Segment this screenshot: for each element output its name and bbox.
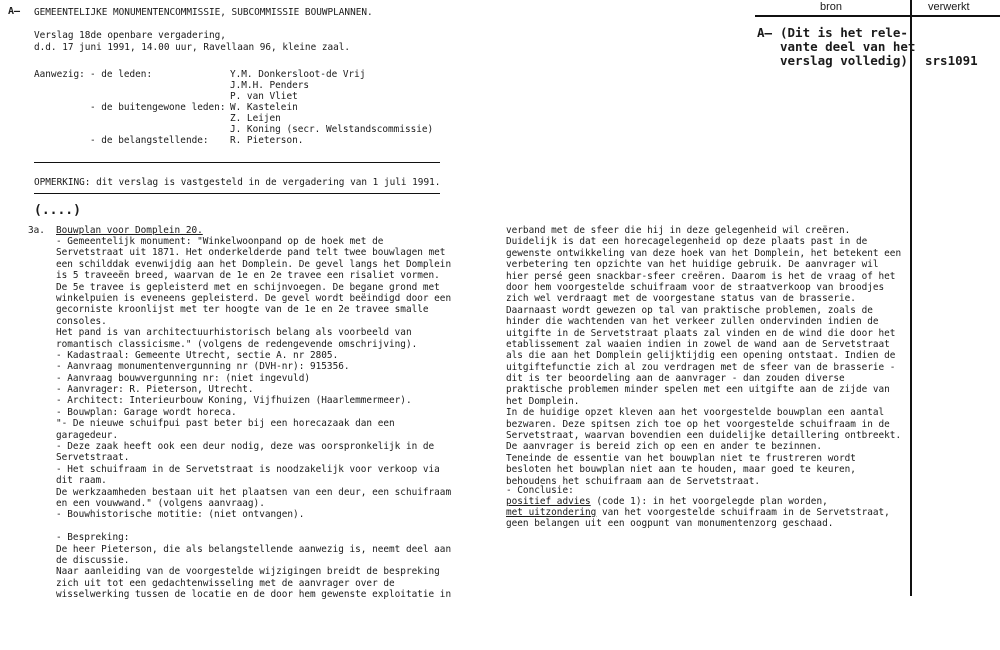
- body-line: De 5e travee is gepleisterd met en schijnvoegen. De begane grond met: [56, 281, 440, 293]
- sidebar-header-processed: verwerkt: [928, 1, 970, 13]
- body-line: - Bouwhistorische motitie: (niet ontvangen).: [56, 509, 305, 521]
- sidebar-marker: A–: [757, 25, 773, 40]
- sidebar-note-line: verslag volledig): [780, 53, 908, 68]
- item-title: Bouwplan voor Domplein 20.: [56, 225, 203, 236]
- divider-bottom: [34, 193, 440, 194]
- body-line: door hem voorgestelde schuifraam voor de straatverkoop van broodjes: [506, 281, 885, 293]
- exception-line: [506, 507, 890, 518]
- body-line: De heer Pieterson, die als belangstellende aanwezig is, neemt deel aan: [56, 543, 452, 555]
- body-line: gewenste ontwikkeling van deze hoek van het Domplein, het betekent een: [506, 247, 902, 259]
- attendance-name: Y.M. Donkersloot-de Vrij: [230, 69, 366, 80]
- body-line: en een vouwwand." (volgens aanvraag).: [56, 497, 265, 509]
- body-line: praktische problemen minder spelen met een uitgifte aan de zijde van: [506, 384, 890, 396]
- marker-a: A–: [8, 6, 21, 17]
- body-line: romantisch classicisme." (volgens de redengevende omschrijving).: [56, 338, 418, 350]
- meeting-line-1: Verslag 18de openbare vergadering,: [34, 30, 226, 41]
- body-line: "- De nieuwe schuifpui past beter bij een horecazaak dan een: [56, 418, 395, 430]
- attendance-name: J.M.H. Penders: [230, 80, 310, 91]
- exception-label: met uitzondering: [506, 507, 597, 518]
- body-line: De werkzaamheden bestaan uit het plaatsen van een deur, een schuifraam: [56, 486, 452, 498]
- attendance-name: J. Koning (secr. Welstandscommissie): [230, 124, 434, 135]
- attendance-name: R. Pieterson.: [230, 135, 304, 146]
- body-line: de discussie.: [56, 554, 130, 566]
- sidebar-note-line: (Dit is het rele-: [780, 25, 908, 40]
- body-line: - Aanvraag bouwvergunning nr: (niet ingevuld): [56, 372, 310, 384]
- body-line: bezwaren. Deze spitsen zich toe op het voorgestelde schuifraam in de: [506, 418, 890, 430]
- body-line: - Bespreking:: [56, 532, 130, 544]
- attendance-label: Aanwezig:: [34, 69, 85, 80]
- body-line: behoudens het schuifraam aan de Servetstraat.: [506, 475, 760, 487]
- body-line: gecorniste kroonlijst met ter hoogte van de 1e en 2e travee smalle: [56, 304, 429, 316]
- item-number: 3a.: [28, 225, 45, 236]
- divider-top: [34, 162, 440, 163]
- body-line: garagedeur.: [56, 429, 119, 441]
- attendance-role-interested: - de belangstellende:: [90, 135, 209, 146]
- body-line: In de huidige opzet kleven aan het voorgestelde bouwplan een aantal: [506, 407, 885, 419]
- remark-line: OPMERKING: dit verslag is vastgesteld in de vergadering van 1 juli 1991.: [34, 177, 441, 188]
- body-line: zich wel verdraagt met de voorgestane status van de brasserie.: [506, 293, 856, 305]
- body-line: Duidelijk is dat een horecagelegenheid op deze plaats past in de: [506, 236, 868, 248]
- body-line: Naar aanleiding van de voorgestelde wijzigingen breidt de bespreking: [56, 566, 440, 578]
- body-line: Teneinde de essentie van het bouwplan niet te frustreren wordt: [506, 452, 856, 464]
- body-line: dit raam.: [56, 475, 107, 487]
- body-line: is 5 traveeën breed, waarvan de 1e en 2e travee een risaliet vormen.: [56, 270, 440, 282]
- body-line: het Domplein.: [506, 395, 580, 407]
- body-line: - Bouwplan: Garage wordt horeca.: [56, 406, 237, 418]
- attendance-role-extraordinary: - de buitengewone leden:: [90, 102, 226, 113]
- body-line: etablissement zal waaien indien in zowel de wand aan de Servetstraat: [506, 338, 890, 350]
- body-line: - Architect: Interieurbouw Koning, Vijfhuizen (Haarlemmermeer).: [56, 395, 412, 407]
- advice-line: [506, 496, 828, 507]
- body-line: uitgiftefunctie zich al zou verdragen met de sfeer van de brasserie -: [506, 361, 896, 373]
- body-line: een schilddak evenwijdig aan het Domplein. De gevel langs het Domplein: [56, 258, 452, 270]
- body-line: Servetstraat uit 1871. Het onderkelderde pand telt twee bouwlagen met: [56, 247, 446, 259]
- item-body-right: [506, 225, 901, 487]
- attendance-name: P. van Vliet: [230, 91, 298, 102]
- ellipsis: (....): [34, 203, 81, 218]
- body-line: Het pand is van architectuurhistorisch belang als voorbeeld van: [56, 327, 412, 339]
- body-line: [56, 521, 451, 532]
- document-title: GEMEENTELIJKE MONUMENTENCOMMISSIE, SUBCOMMISSIE BOUWPLANNEN.: [34, 7, 373, 18]
- body-line: zich uit tot een gedachtenwisseling met de aanvrager over de: [56, 577, 395, 589]
- body-line: - Aanvraag monumentenvergunning nr (DVH-nr): 915356.: [56, 361, 350, 373]
- conclusion-label: - Conclusie:: [506, 485, 574, 496]
- body-line: wisselwerking tussen de locatie en de door hem gewenste exploitatie in: [56, 589, 452, 601]
- advice-rest: (code 1): in het voorgelegde plan worden,: [590, 496, 828, 507]
- body-line: verbetering ten opzichte van het huidige gebruik. De aanvrager wil: [506, 259, 879, 271]
- final-line: geen belangen uit een oogpunt van monumentenzorg geschaad.: [506, 518, 834, 529]
- body-line: besloten het bouwplan niet aan te houden, maar goed te keuren,: [506, 464, 856, 476]
- body-line: - Deze zaak heeft ook een deur nodig, deze was oorspronkelijk in de: [56, 441, 435, 453]
- body-line: hinder die wachtenden van het verkeer zullen ondervinden indien de: [506, 316, 879, 328]
- body-line: - Het schuifraam in de Servetstraat is noodzakelijk voor verkoop via: [56, 463, 440, 475]
- body-line: De aanvrager is bereid zich op een en ander te bezinnen.: [506, 441, 823, 453]
- body-line: verband met de sfeer die hij in deze gelegenheid wil creëren.: [506, 225, 851, 236]
- attendance-name: Z. Leijen: [230, 113, 281, 124]
- advice-label: positief advies: [506, 496, 591, 507]
- body-line: als die aan het Domplein gelijktijdig een opening ontstaat. Indien de: [506, 350, 896, 362]
- body-line: consoles.: [56, 315, 107, 327]
- body-line: - Kadastraal: Gemeente Utrecht, sectie A. nr 2805.: [56, 349, 339, 361]
- sidebar-header-rule: [755, 15, 1000, 17]
- sidebar-header-source: bron: [820, 1, 843, 13]
- body-line: uitgifte in de Servetstraat plaats zal vinden en de wind die door het: [506, 327, 896, 339]
- body-line: Servetstraat, waarvan bovendien een duidelijke detaillering ontbreekt.: [506, 430, 902, 442]
- sidebar-note-line: vante deel van het: [780, 39, 916, 54]
- body-line: hier persé geen snackbar-sfeer creëren. Daarom is het de vraag of het: [506, 270, 896, 282]
- attendance-role-members: - de leden:: [90, 69, 153, 80]
- exception-rest: van het voorgestelde schuifraam in de Servetstraat,: [596, 507, 890, 518]
- processed-code: srs1091: [925, 53, 978, 68]
- body-line: winkelpuien is eveneens gepleisterd. De gevel wordt beëindigd door een: [56, 292, 452, 304]
- body-line: - Aanvrager: R. Pieterson, Utrecht.: [56, 384, 254, 396]
- body-line: dit is ter beoordeling aan de aanvrager - dan zouden diverse: [506, 373, 845, 385]
- body-line: Servetstraat.: [56, 452, 130, 464]
- sidebar-column-rule: [910, 0, 912, 596]
- meeting-line-2: d.d. 17 juni 1991, 14.00 uur, Ravellaan 96, kleine zaal.: [34, 42, 351, 53]
- item-body-left: [56, 236, 451, 601]
- body-line: Daarnaast wordt gewezen op tal van praktische problemen, zoals de: [506, 304, 873, 316]
- attendance-name: W. Kastelein: [230, 102, 298, 113]
- body-line: - Gemeentelijk monument: "Winkelwoonpand op de hoek met de: [56, 236, 384, 247]
